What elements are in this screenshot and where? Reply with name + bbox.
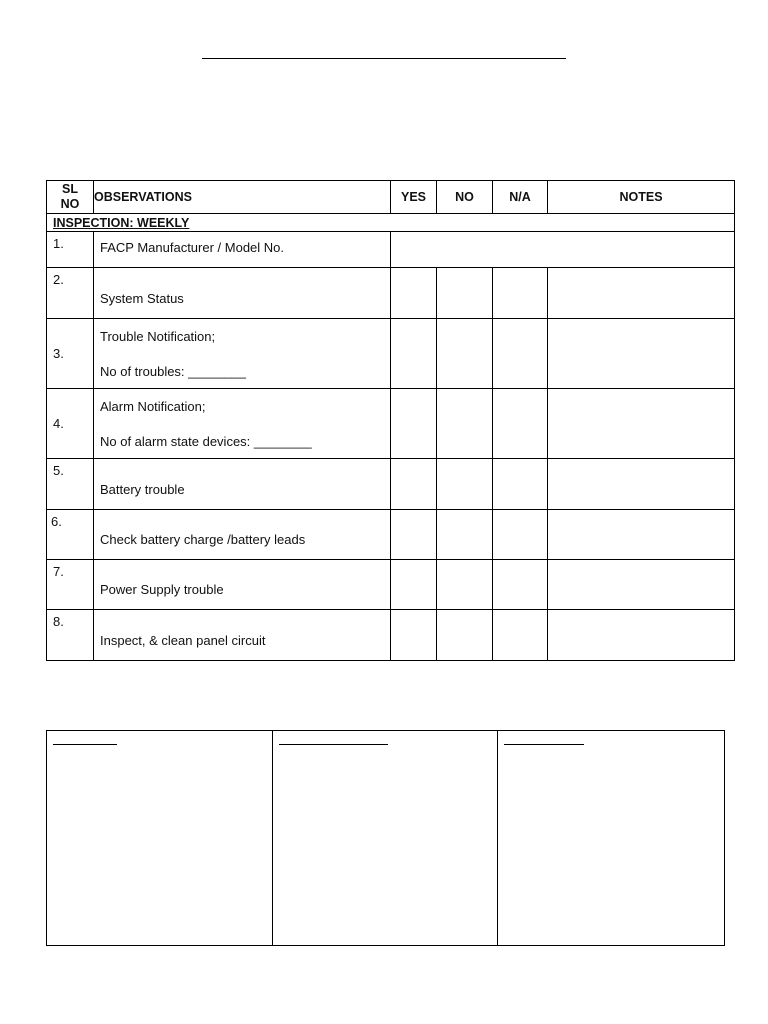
na-cell[interactable] (493, 610, 548, 661)
header-row (47, 181, 735, 214)
na-cell[interactable] (493, 389, 548, 459)
row-number: 5. (47, 459, 94, 510)
yes-cell[interactable] (391, 268, 437, 319)
no-cell[interactable] (437, 610, 493, 661)
na-cell[interactable] (493, 510, 548, 560)
yes-cell[interactable] (391, 510, 437, 560)
table-row (47, 610, 735, 661)
blank-line (53, 744, 117, 745)
header-na: N/A (493, 181, 548, 214)
row-observation-line2: No of alarm state devices: ________ (100, 433, 312, 449)
na-cell[interactable] (493, 459, 548, 510)
table-row (47, 459, 735, 510)
inspection-table (46, 180, 735, 661)
notes-cell[interactable] (548, 268, 735, 319)
row-observation: Power Supply trouble (94, 560, 391, 610)
yes-cell[interactable] (391, 560, 437, 610)
header-yes: YES (391, 181, 437, 214)
row-observation-line1: Alarm Notification; (100, 398, 206, 414)
signature-table (46, 730, 725, 946)
yes-cell[interactable] (391, 319, 437, 389)
table-row (47, 232, 735, 268)
section-title: INSPECTION: WEEKLY (47, 214, 735, 232)
header-observations: OBSERVATIONS (94, 181, 391, 214)
row-number: 2. (47, 268, 94, 319)
row-observation (94, 389, 391, 459)
model-entry-cell[interactable] (391, 232, 735, 268)
signature-box-2[interactable] (273, 731, 498, 946)
table-row (47, 560, 735, 610)
no-cell[interactable] (437, 459, 493, 510)
na-cell[interactable] (493, 560, 548, 610)
header-sl-line2: NO (60, 197, 80, 211)
notes-cell[interactable] (548, 319, 735, 389)
row-number: 8. (47, 610, 94, 661)
table-row (47, 510, 735, 560)
yes-cell[interactable] (391, 459, 437, 510)
row-number: 1. (47, 232, 94, 268)
table-row (47, 268, 735, 319)
header-sl-line1: SL (62, 182, 78, 196)
na-cell[interactable] (493, 268, 548, 319)
no-cell[interactable] (437, 389, 493, 459)
row-observation-line2: No of troubles: ________ (100, 363, 246, 379)
notes-cell[interactable] (548, 610, 735, 661)
notes-cell[interactable] (548, 560, 735, 610)
row-observation (94, 319, 391, 389)
no-cell[interactable] (437, 319, 493, 389)
row-observation: Inspect, & clean panel circuit (94, 610, 391, 661)
row-number: 3. (47, 319, 94, 389)
notes-cell[interactable] (548, 389, 735, 459)
header-no: NO (437, 181, 493, 214)
row-observation: Check battery charge /battery leads (94, 510, 391, 560)
table-row (47, 319, 735, 389)
no-cell[interactable] (437, 560, 493, 610)
notes-cell[interactable] (548, 510, 735, 560)
blank-line (504, 744, 584, 745)
row-number: 7. (47, 560, 94, 610)
header-sl-no (47, 181, 94, 214)
form-title-line (202, 58, 566, 59)
row-observation-line1: Trouble Notification; (100, 328, 216, 344)
blank-line (279, 744, 388, 745)
table-row (47, 389, 735, 459)
row-observation: FACP Manufacturer / Model No. (94, 232, 391, 268)
section-row (47, 214, 735, 232)
row-observation: System Status (94, 268, 391, 319)
signature-box-1[interactable] (47, 731, 273, 946)
no-cell[interactable] (437, 268, 493, 319)
notes-cell[interactable] (548, 459, 735, 510)
na-cell[interactable] (493, 319, 548, 389)
no-cell[interactable] (437, 510, 493, 560)
signature-box-3[interactable] (498, 731, 725, 946)
header-notes: NOTES (548, 181, 735, 214)
yes-cell[interactable] (391, 389, 437, 459)
row-number: 6. (47, 510, 94, 560)
row-number: 4. (47, 389, 94, 459)
yes-cell[interactable] (391, 610, 437, 661)
row-observation: Battery trouble (94, 459, 391, 510)
